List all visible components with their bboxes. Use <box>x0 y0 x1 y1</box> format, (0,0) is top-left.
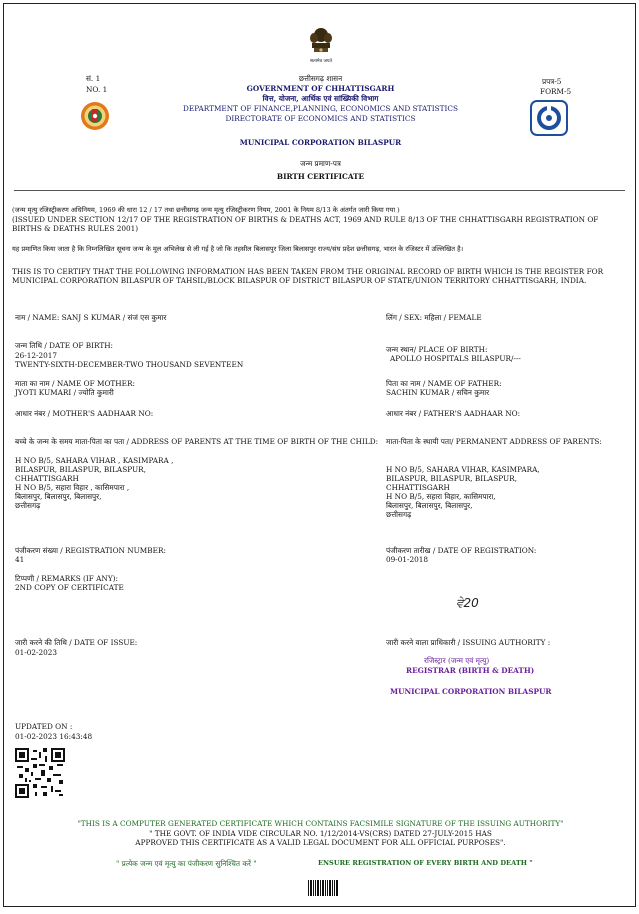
registrar-title-hindi: रजिस्ट्रार (जन्म एवं मृत्यु) <box>424 656 490 665</box>
state-name-hindi: छत्तीसगढ़ शासन <box>298 74 343 83</box>
birth-address <box>15 456 375 510</box>
emblem-caption: सत्यमेव जयते <box>309 59 333 64</box>
address-line: BILASPUR, BILASPUR, BILASPUR, <box>386 474 517 483</box>
address-line: CHHATTISGARH <box>15 474 79 483</box>
address-line: छत्तीसगढ़ <box>15 501 41 510</box>
father-aadhaar: आधार नंबर / FATHER'S AADHAAR NO: <box>386 409 521 418</box>
child-name: नाम / NAME: SANJ S KUMAR / संजं एस कुमार <box>15 313 167 322</box>
form-label: FORM-5 <box>540 87 572 96</box>
form-label-hindi: प्रपत्र-5 <box>542 77 562 86</box>
certificate-title: BIRTH CERTIFICATE <box>276 172 365 181</box>
updated-label: UPDATED ON : <box>15 722 73 731</box>
department-title: DEPARTMENT OF FINANCE,PLANNING, ECONOMICS AND STATISTICS <box>183 104 458 113</box>
registration-number: 41 <box>15 555 25 564</box>
barcode-icon <box>308 880 338 896</box>
footer-circular: " THE GOVT. OF INDIA VIDE CIRCULAR NO. 1/12/2014-VS(CRS) DATED 27-JULY-2015 HAS <box>149 829 492 838</box>
address-line: BILASPUR, BILASPUR, BILASPUR, <box>15 465 146 474</box>
address-line: बिलासपुर, बिलासपुर, बिलासपुर, <box>15 492 102 501</box>
act-text-hindi: (जन्म मृत्यु रजिस्ट्रीकरण अधिनियम, 1969 की धारा 12 / 17 तथा छत्तीसगढ़ जन्म मृत्यु रजिस्ट्रीकरण नियम, 2001 के नियम 8/13 के अंतर्गत जारी किया गया ) <box>12 206 400 214</box>
pob-value: APOLLO HOSPITALS BILASPUR/--- <box>390 354 521 363</box>
national-emblem-icon <box>307 26 335 62</box>
department-hindi: वित्त, योजना, आर्थिक एवं सांख्यिकी विभाग <box>262 94 379 103</box>
issue-date: 01-02-2023 <box>15 648 58 657</box>
address-line: H NO B/5, सहारा विहार, कासिमपारा, <box>386 492 496 501</box>
qr-code-icon <box>15 748 65 798</box>
address-line: CHHATTISGARH <box>386 483 450 492</box>
government-title: GOVERNMENT OF CHHATTISGARH <box>246 84 395 93</box>
address-line: छत्तीसगढ़ <box>386 510 412 519</box>
child-sex: लिंग / SEX: महिला / FEMALE <box>386 313 482 322</box>
registration-number-label: पंजीकरण संख्या / REGISTRATION NUMBER: <box>15 546 166 555</box>
address-line: H NO B/5, सहारा विहार , कासिमपारा , <box>15 483 130 492</box>
corporation-title: MUNICIPAL CORPORATION BILASPUR <box>239 138 402 147</box>
issuing-authority-label: जारी करने वाला प्राधिकारी / ISSUING AUTHORITY : <box>386 638 551 647</box>
form-number: NO. 1 <box>86 85 108 94</box>
birth-address-label: बच्चे के जन्म के समय माता-पिता का पता / ADDRESS OF PARENTS AT THE TIME OF BIRTH OF THE CHILD: <box>15 437 379 446</box>
dob-words: TWENTY-SIXTH-DECEMBER-TWO THOUSAND SEVENTEEN <box>15 360 244 369</box>
divider <box>14 190 625 191</box>
dob-value: 26-12-2017 <box>15 351 58 360</box>
registrar-title: REGISTRAR (BIRTH & DEATH) <box>406 666 535 675</box>
registration-date: 09-01-2018 <box>386 555 429 564</box>
slogan: ENSURE REGISTRATION OF EVERY BIRTH AND DEATH " <box>318 859 533 867</box>
act-text: (ISSUED UNDER SECTION 12/17 OF THE REGISTRATION OF BIRTHS & DEATHS ACT, 1969 AND RULE 8/13 OF THE CHHATTISGARH REGISTRATION OF BIRTHS & DEATHS RULES 2001) <box>12 215 599 233</box>
permanent-address-label: माता-पिता के स्थायी पता/ PERMANENT ADDRESS OF PARENTS: <box>386 437 602 446</box>
permanent-address <box>386 465 626 519</box>
dob-label: जन्म तिथि / DATE OF BIRTH: <box>15 341 114 350</box>
footer-notice: "THIS IS A COMPUTER GENERATED CERTIFICATE WHICH CONTAINS FACSIMILE SIGNATURE OF THE ISSUING AUTHORITY" <box>77 819 564 828</box>
mother-aadhaar: आधार नंबर / MOTHER'S AADHAAR NO: <box>15 409 154 418</box>
father-label: पिता का नाम / NAME OF FATHER: <box>386 379 502 388</box>
address-line: बिलासपुर, बिलासपुर, बिलासपुर, <box>386 501 473 510</box>
directorate-title: DIRECTORATE OF ECONOMICS AND STATISTICS <box>225 114 416 123</box>
certificate-title-hindi: जन्म प्रमाण-पत्र <box>300 159 341 168</box>
remarks-value: 2ND COPY OF CERTIFICATE <box>15 583 124 592</box>
remarks-label: टिप्पणी / REMARKS (IF ANY): <box>15 574 118 583</box>
certify-text-hindi: यह प्रमाणित किया जाता है कि निम्नलिखित सूचना जन्म के मूल अभिलेख से ली गई है जो कि तहसील बिलासपुर जिला बिलासपुर राज्य/संघ प्रदेश छत्तीसगढ़, भारत के रजिस्टर में उल्लिखित है। <box>12 245 464 253</box>
pob-label: जन्म स्थान/ PLACE OF BIRTH: <box>386 345 488 354</box>
registration-date-label: पंजीकरण तारीख / DATE OF REGISTRATION: <box>386 546 537 555</box>
authority-corporation: MUNICIPAL CORPORATION BILASPUR <box>390 687 552 696</box>
mother-value: JYOTI KUMARI / ज्योति कुमारी <box>15 388 114 397</box>
slogan-hindi: " प्रत्येक जन्म एवं मृत्यु का पंजीकरण सुनिश्चित करें " <box>116 859 257 868</box>
address-line: H NO B/5, SAHARA VIHAR, KASIMPARA, <box>386 465 540 474</box>
updated-timestamp: 01-02-2023 16:43:48 <box>15 732 93 741</box>
mother-label: माता का नाम / NAME OF MOTHER: <box>15 379 135 388</box>
signature: ਵੇ20 <box>456 596 479 610</box>
issue-date-label: जारी करने की तिथि / DATE OF ISSUE: <box>15 638 138 647</box>
certify-text: THIS IS TO CERTIFY THAT THE FOLLOWING INFORMATION HAS BEEN TAKEN FROM THE ORIGINAL RECORD OF BIRTH WHICH IS THE REGISTER FOR MUNICIPAL CORPORATION BILASPUR OF TAHSIL/BLOCK BILASPUR OF DISTRICT BILASPUR OF STATE/UNION TERRITORY CHHATTISGARH, INDIA. <box>12 267 604 285</box>
footer-approval: APPROVED THIS CERTIFICATE AS A VALID LEGAL DOCUMENT FOR ALL OFFICIAL PURPOSES". <box>135 838 506 847</box>
form-number-hindi: सं. 1 <box>86 74 101 83</box>
certificate-page <box>3 3 636 907</box>
father-value: SACHIN KUMAR / सचिन कुमार <box>386 388 490 397</box>
address-line: H NO B/5, SAHARA VIHAR , KASIMPARA , <box>15 456 174 465</box>
